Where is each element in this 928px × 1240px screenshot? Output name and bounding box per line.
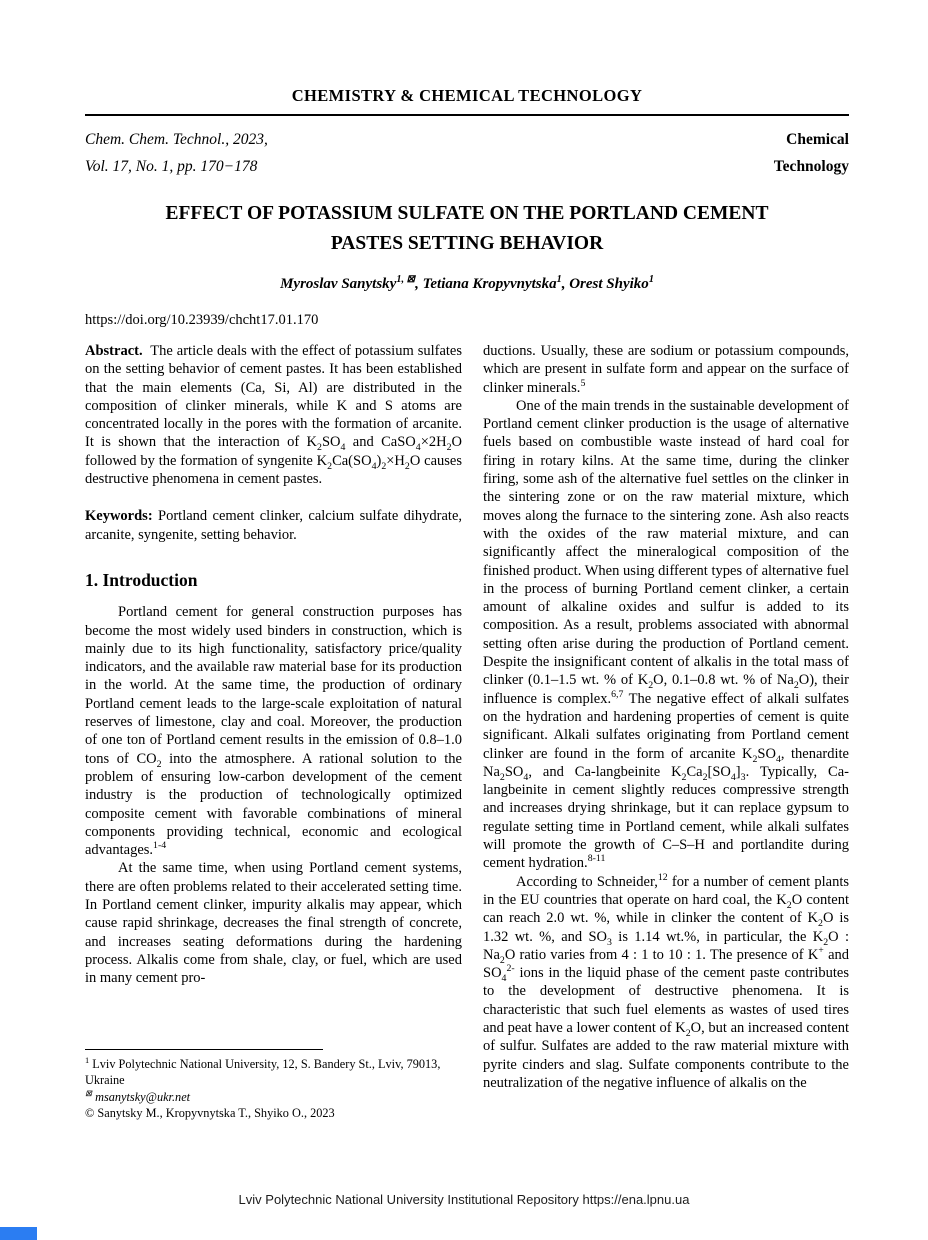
brand-line-2: Technology [773,157,849,175]
article-title-line-2: PASTES SETTING BEHAVIOR [330,233,604,254]
keywords-text: Portland cement clinker, calcium sulfate dihydrate, arcanite, syngenite, setting behavior. [85,508,463,543]
footnote-rule [85,1049,323,1050]
intro-paragraph-2: At the same time, when using Portland cement systems, there are often problems related to their accelerated setting time. In Portland cement clinker, impurity alkalis may appear, which cause rapid shrinkage, decreases the final strength of concrete, and increases seating deformations during the hardening process. Alkalis come from shale, clay, or fuel, which are used in many cement pro- [85,860,462,987]
body-paragraph-continuation: ductions. Usually, these are sodium or potassium compounds, which are present in sulfate form and appear on the surface of clinker minerals.$^5$ [483,343,849,396]
journal-header: CHEMISTRY & CHEMICAL TECHNOLOGY [291,86,643,105]
corner-marker [0,1227,37,1240]
footnote-block [85,1049,462,1121]
author-line: Myroslav Sanytsky$^{1, ⊠}$, Tetiana Kropyvnytska$^1$, Orest Shyiko$^1$ [280,274,654,292]
page-content [85,0,849,1121]
footnote-email[interactable]: ⊠ msanytsky@ukr.net [85,1088,191,1104]
citation-line-2: Vol. 17, No. 1, pp. 170−178 [85,157,258,175]
abstract-text: The article deals with the effect of potassium sulfates on the setting behavior of cement pastes. It has been established that the main elements (Ca, Si, Al) are distributed in the composition of clinker minerals, while K and S atoms are concentrated locally in the pores with the formation of arcanite. It is shown that the interaction of $K_2SO_4$ and $CaSO_4\times 2H_2O$ followed by the formation of syngenite $K_2Ca(SO_4)_2\times H_2O$ causes destructive phenomena in cement pastes. [85,343,462,488]
brand-line-1: Chemical [786,131,849,148]
repository-footer: Lviv Polytechnic National University Institutional Repository https://ena.lpnu.ua [238,1192,690,1207]
article-title [85,199,849,259]
article-title-line-1: EFFECT OF POTASSIUM SULFATE ON THE PORTLAND CEMENT [165,203,769,224]
citation-row [85,127,849,180]
keywords-paragraph [85,507,462,544]
abstract-label: Abstract. [85,343,143,359]
footnote-copyright: © Sanytsky M., Kropyvnytska T., Shyiko O., 2023 [85,1105,335,1120]
left-column [85,342,462,1121]
citation-line-1: Chem. Chem. Technol., 2023, [85,131,268,148]
right-column [483,342,849,1121]
abstract-paragraph [85,342,462,488]
header-rule [85,114,849,116]
body-paragraph-schneider: According to Schneider,$^{12}$ for a number of cement plants in the EU countries that operate on hard coal, the $K_2O$ content can reach 2.0 wt. %, while in clinker the content of $K_2O$ is 1.32 wt. %, and $SO_3$ is 1.14 wt.%, in particular, the $K_2O$ : $Na_2O$ ratio varies from 4 : 1 to 10 : 1. The presence of K+ and $SO_4^{2-}$ ions in the liquid phase of the cement paste contributes to the development of destructive phenomena. It is characteristic that such fuel elements as wastes of used tires and peat have a lower content of $K_2O$, but an increased content of sulfur. Sulfates are added to the raw material mixture with pyrite cinders and slag. Sulfate components contribute to the neutralization of the negative influence of alkalis on the [483,871,850,1091]
footnote-affiliation: $^1$ Lviv Polytechnic National University, 12, S. Bandery St., Lviv, 79013, Ukraine [85,1056,441,1088]
intro-paragraph-1: Portland cement for general construction purposes has become the most widely used binders in construction, which is mainly due to its high functionality, satisfactory price/quality indicators, and the available raw material base for its production in the world. At the same time, the production of ordinary Portland cement leads to the large-scale exploitation of natural reserves of limestone, clay and coal. Moreover, the production of one ton of Portland cement results in the emission of 0.8–1.0 tons of $CO_2$ into the atmosphere. A rational solution to the problem of ensuring low-carbon development of the cement industry is the production of technologically optimized composite cement with favorable combinations of mineral components providing technical, economic and ecological advantages.$^{1-4}$ [85,604,462,859]
journal-brand-block [774,127,849,180]
body-paragraph-trends: One of the main trends in the sustainable development of Portland cement clinker production is the usage of alternative fuels based on combustible waste instead of hard coal for firing in rotary kilns. At the same time, during the clinker firing, some ash of the alternative fuel settles on the clinker in the sintering zone or on the raw material mixture, which moves along the furnace to the sintering zone. Ash also reacts with the oxides of the raw material mixture, and can significantly affect the mineralogical composition of the finished product. When using different types of alternative fuel in the process of burning Portland cement clinker, a certain amount of alkaline oxides and sulfur is added to its composition. As a result, problems associated with abnormal setting often arise during the production of Portland cement. Despite the insignificant content of alkalis in the total mass of clinker (0.1–1.5 wt. % of $K_2O$, 0.1–0.8 wt. % of $Na_2O$), their influence is complex.$^{6,7}$ The negative effect of alkali sulfates on the hydration and hardening properties of cement is quite significant. Alkali sulfates originating from Portland cement clinker are found in the form of arcanite $K_2SO_4$, thenardite $Na_2SO_4$, and Ca-langbeinite $K_2Ca_2[SO_4]_3$. Typically, Ca-langbeinite in cement slightly reduces compressive strength and increases drying shrinkage, but it can replace gypsum to regulate setting time in Portland cement, while alkali sulfates will promote the growth of C–S–H and portlandite during cement hydration.$^{8-11}$ [483,397,850,872]
two-column-body [85,342,849,1121]
keywords-label: Keywords: [85,508,153,525]
citation-block [85,127,268,180]
section-heading-introduction: 1. Introduction [85,569,198,590]
doi-link[interactable]: https://doi.org/10.23939/chcht17.01.170 [85,312,319,328]
